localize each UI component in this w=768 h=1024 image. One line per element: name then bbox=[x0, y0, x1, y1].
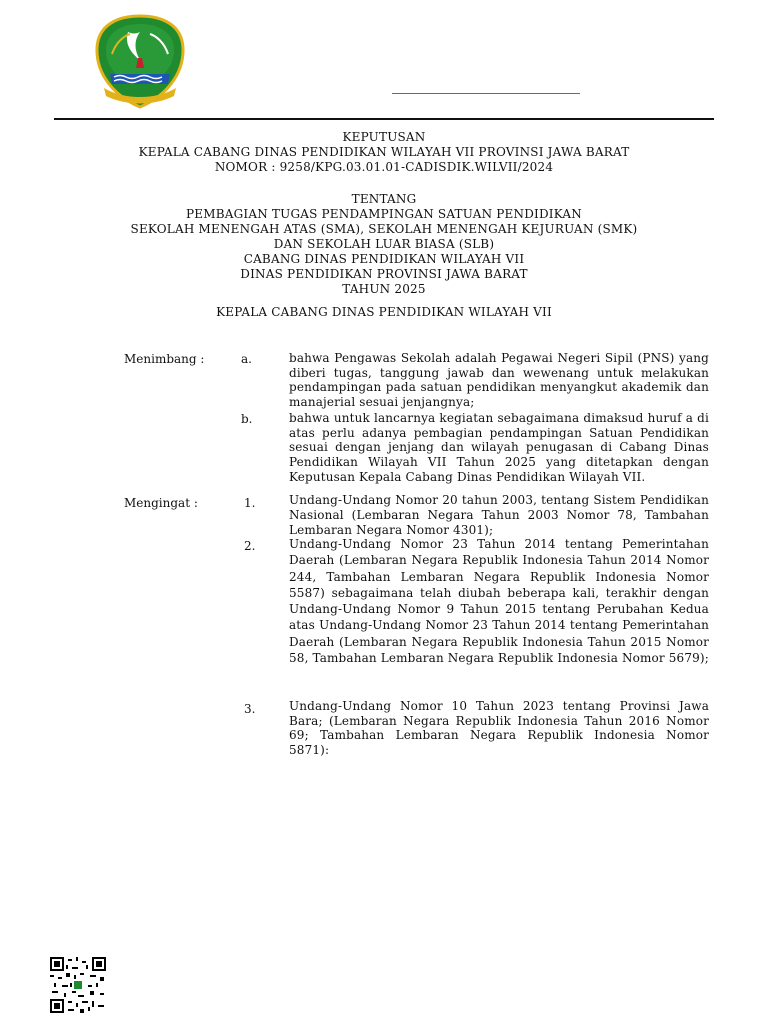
title-line-3: NOMOR : 9258/KPG.03.01.01-CADISDIK.WILVII/2024 bbox=[214, 160, 554, 174]
mengingat-marker-1: 1. bbox=[244, 496, 256, 510]
menimbang-marker-b: b. bbox=[241, 412, 253, 426]
province-coat-of-arms-logo bbox=[94, 14, 186, 110]
menimbang-marker-a: a. bbox=[241, 352, 252, 366]
subject-line-5: CABANG DINAS PENDIDIKAN WILAYAH VII bbox=[243, 252, 525, 266]
mengingat-marker-3: 3. bbox=[244, 702, 256, 716]
subject-line-6: DINAS PENDIDIKAN PROVINSI JAWA BARAT bbox=[240, 267, 528, 281]
header-rule bbox=[54, 118, 714, 120]
mengingat-item-2: Undang-Undang Nomor 23 Tahun 2014 tentang Pemerintahan Daerah (Lembaran Negara Republik Indonesia Tahun 2014 Nomor 244, Tambahan Lembaran Negara Republik Indonesia Nomor 5587) sebagaimana telah diubah beberapa kali, terakhir dengan Undang-Undang Nomor 9 Tahun 2015 tentang Perubahan Kedua atas Undang-Undang Nomor 23 Tahun 2014 tentang Pemerintahan Daerah (Lembaran Negara Republik Indonesia Tahun 2015 Nomor 58, Tambahan Lembaran Negara Republik Indonesia Nomor 5679); bbox=[289, 537, 709, 666]
decree-subject bbox=[54, 192, 714, 297]
subject-line-7: TAHUN 2025 bbox=[342, 282, 426, 296]
menimbang-item-b: bahwa untuk lancarnya kegiatan sebagaimana dimaksud huruf a di atas perlu adanya pembagian pendampingan Satuan Pendidikan sesuai dengan jenjang dan wilayah penugasan di Cabang Dinas Pendidikan Wilayah VII Tahun 2025 yang ditetapkan dengan Keputusan Kepala Cabang Dinas Pendidikan Wilayah VII. bbox=[289, 411, 709, 484]
mengingat-item-3: Undang-Undang Nomor 10 Tahun 2023 tentang Provinsi Jawa Bara; (Lembaran Negara Republik Indonesia Tahun 2016 Nomor 69; Tambahan Lembaran Negara Republik Indonesia Nomor 5871): bbox=[289, 699, 709, 758]
qr-code bbox=[50, 957, 106, 1013]
title-line-2: KEPALA CABANG DINAS PENDIDIKAN WILAYAH VII PROVINSI JAWA BARAT bbox=[138, 145, 630, 159]
header-blue-line bbox=[392, 93, 580, 94]
mengingat-label: Mengingat : bbox=[124, 496, 198, 510]
mengingat-marker-2: 2. bbox=[244, 539, 256, 553]
subject-line-3: SEKOLAH MENENGAH ATAS (SMA), SEKOLAH MENENGAH KEJURUAN (SMK) bbox=[130, 222, 638, 236]
menimbang-item-a: bahwa Pengawas Sekolah adalah Pegawai Negeri Sipil (PNS) yang diberi tugas, tanggung jawab dan wewenang untuk melakukan pendampingan pada satuan pendidikan menyangkut akademik dan manajerial sesuai jenjangnya; bbox=[289, 351, 709, 410]
menimbang-label: Menimbang : bbox=[124, 352, 205, 366]
subject-line-4: DAN SEKOLAH LUAR BIASA (SLB) bbox=[273, 237, 495, 251]
decree-title bbox=[54, 130, 714, 175]
subject-line-2: PEMBAGIAN TUGAS PENDAMPINGAN SATUAN PENDIDIKAN bbox=[186, 207, 582, 221]
subject-line-1: TENTANG bbox=[351, 192, 417, 206]
mengingat-item-1: Undang-Undang Nomor 20 tahun 2003, tentang Sistem Pendidikan Nasional (Lembaran Negara Tahun 2003 Nomor 78, Tambahan Lembaran Negara Nomor 4301); bbox=[289, 493, 709, 537]
title-line-1: KEPUTUSAN bbox=[342, 130, 426, 144]
authority-heading: KEPALA CABANG DINAS PENDIDIKAN WILAYAH VII bbox=[216, 305, 552, 319]
